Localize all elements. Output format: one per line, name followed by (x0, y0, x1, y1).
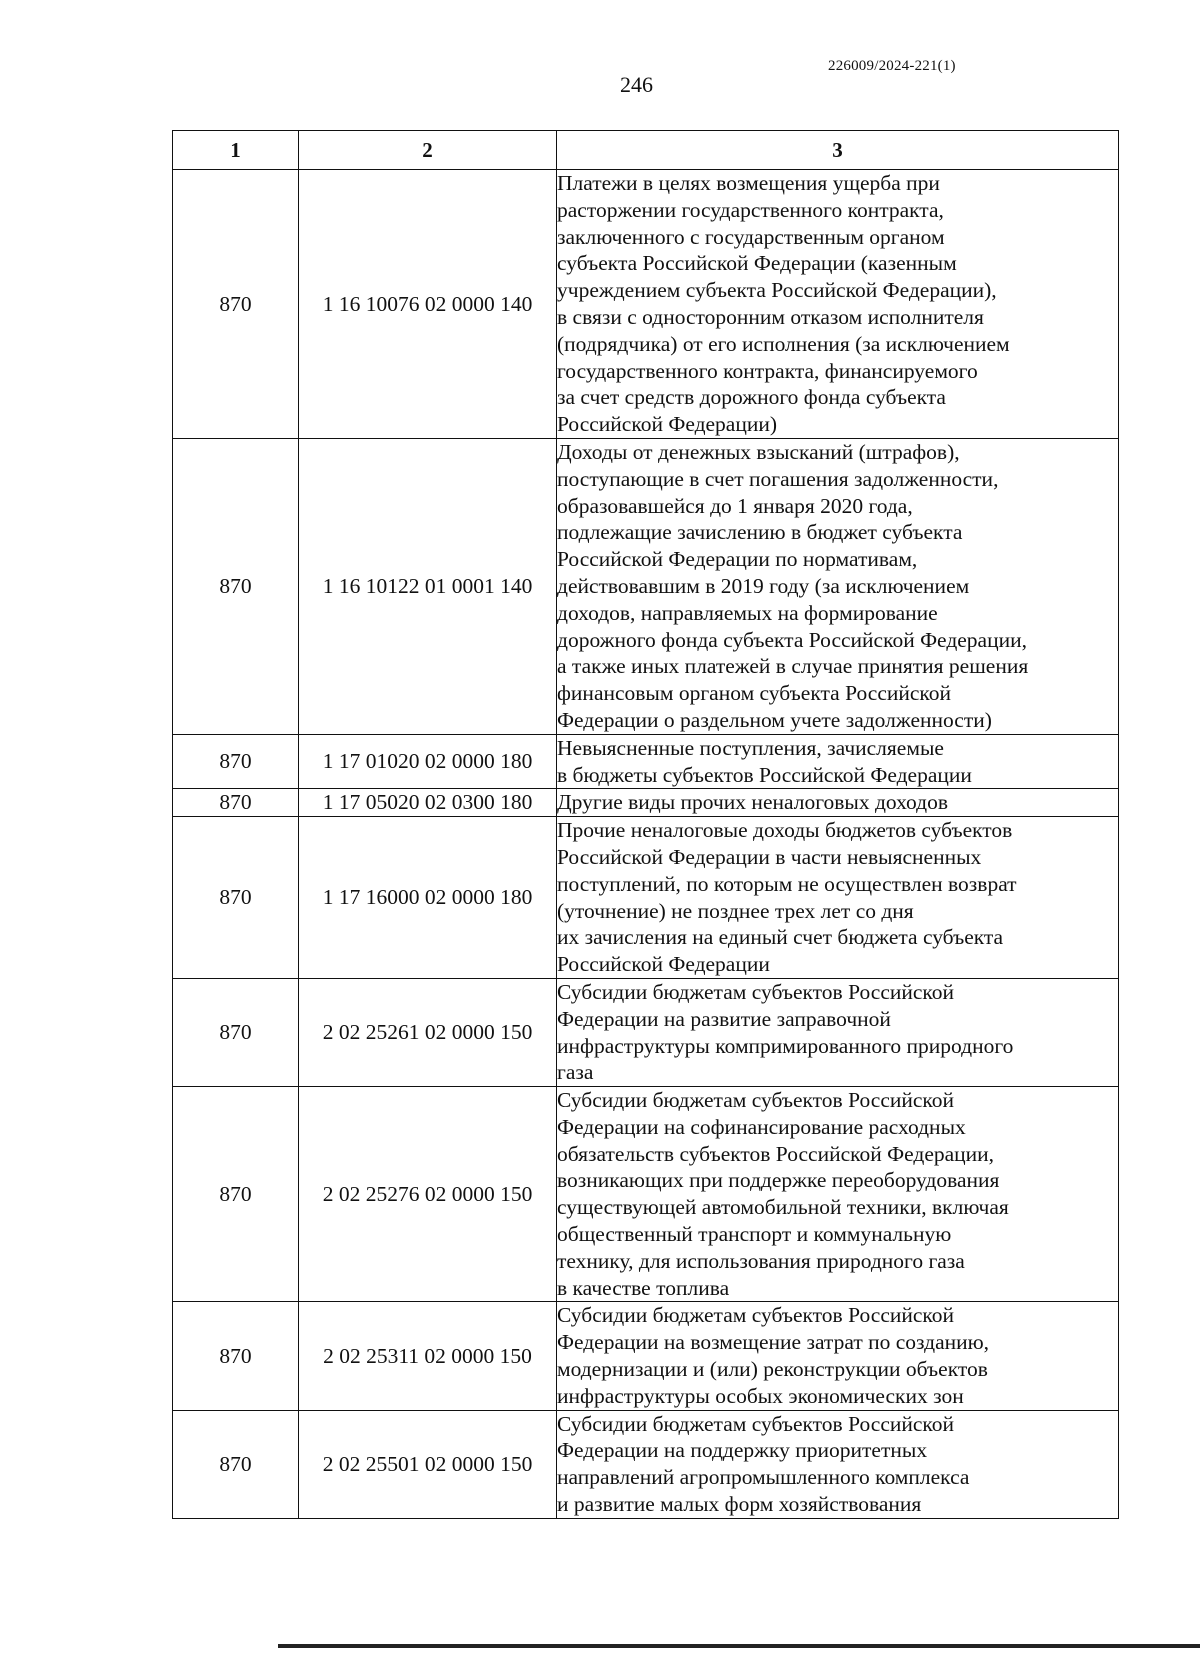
budget-code-cell: 1 17 01020 02 0000 180 (299, 734, 557, 789)
budget-code-cell: 2 02 25276 02 0000 150 (299, 1087, 557, 1302)
admin-code-cell: 870 (173, 1087, 299, 1302)
budget-code-cell: 2 02 25261 02 0000 150 (299, 978, 557, 1086)
scan-edge-line (278, 1644, 1200, 1648)
budget-codes-table (172, 130, 1119, 1519)
admin-code-cell: 870 (173, 817, 299, 979)
table-row (173, 789, 1119, 817)
table-row (173, 1087, 1119, 1302)
table-header-row (173, 131, 1119, 170)
table-row (173, 1302, 1119, 1410)
table-row (173, 734, 1119, 789)
description-cell: Прочие неналоговые доходы бюджетов субъектов Российской Федерации в части невыясненных поступлений, по которым не осуществлен возврат (уточнение) не позднее трех лет со дня их зачисления на единый счет бюджета субъекта Российской Федерации (557, 817, 1119, 979)
budget-code-cell: 1 17 16000 02 0000 180 (299, 817, 557, 979)
column-header-1: 1 (173, 131, 299, 170)
column-header-3: 3 (557, 131, 1119, 170)
description-cell: Субсидии бюджетам субъектов Российской Федерации на поддержку приоритетных направлений агропромышленного комплекса и развитие малых форм хозяйствования (557, 1410, 1119, 1518)
budget-code-cell: 2 02 25501 02 0000 150 (299, 1410, 557, 1518)
page-number: 246 (620, 72, 653, 97)
admin-code-cell: 870 (173, 170, 299, 439)
description-cell: Платежи в целях возмещения ущерба при расторжении государственного контракта, заключенного с государственным органом субъекта Российской Федерации (казенным учреждением субъекта Российской Федерации), в связи с односторонним отказом исполнителя (подрядчика) от его исполнения (за исключением государственного контракта, финансируемого за счет средств дорожного фонда субъекта Российской Федерации) (557, 170, 1119, 439)
admin-code-cell: 870 (173, 789, 299, 817)
budget-code-cell: 2 02 25311 02 0000 150 (299, 1302, 557, 1410)
admin-code-cell: 870 (173, 1410, 299, 1518)
admin-code-cell: 870 (173, 978, 299, 1086)
budget-code-cell: 1 16 10122 01 0001 140 (299, 438, 557, 734)
description-cell: Субсидии бюджетам субъектов Российской Федерации на возмещение затрат по созданию, модернизации и (или) реконструкции объектов инфраструктуры особых экономических зон (557, 1302, 1119, 1410)
budget-code-cell: 1 16 10076 02 0000 140 (299, 170, 557, 439)
document-reference-number: 226009/2024-221(1) (828, 58, 956, 74)
description-cell: Субсидии бюджетам субъектов Российской Федерации на развитие заправочной инфраструктуры компримированного природного газа (557, 978, 1119, 1086)
description-cell: Невыясненные поступления, зачисляемые в бюджеты субъектов Российской Федерации (557, 734, 1119, 789)
admin-code-cell: 870 (173, 1302, 299, 1410)
table-body (173, 170, 1119, 1519)
description-cell: Другие виды прочих неналоговых доходов (557, 789, 1119, 817)
table-row (173, 438, 1119, 734)
admin-code-cell: 870 (173, 734, 299, 789)
budget-code-cell: 1 17 05020 02 0300 180 (299, 789, 557, 817)
column-header-2: 2 (299, 131, 557, 170)
table-row (173, 817, 1119, 979)
description-cell: Доходы от денежных взысканий (штрафов), поступающие в счет погашения задолженности, образовавшейся до 1 января 2020 года, подлежащие зачислению в бюджет субъекта Российской Федерации по нормативам, действовавшим в 2019 году (за исключением доходов, направляемых на формирование дорожного фонда субъекта Российской Федерации, а также иных платежей в случае принятия решения финансовым органом субъекта Российской Федерации о раздельном учете задолженности) (557, 438, 1119, 734)
table-row (173, 170, 1119, 439)
table-row (173, 978, 1119, 1086)
description-cell: Субсидии бюджетам субъектов Российской Федерации на софинансирование расходных обязательств субъектов Российской Федерации, возникающих при поддержке переоборудования существующей автомобильной техники, включая общественный транспорт и коммунальную технику, для использования природного газа в качестве топлива (557, 1087, 1119, 1302)
admin-code-cell: 870 (173, 438, 299, 734)
table-row (173, 1410, 1119, 1518)
